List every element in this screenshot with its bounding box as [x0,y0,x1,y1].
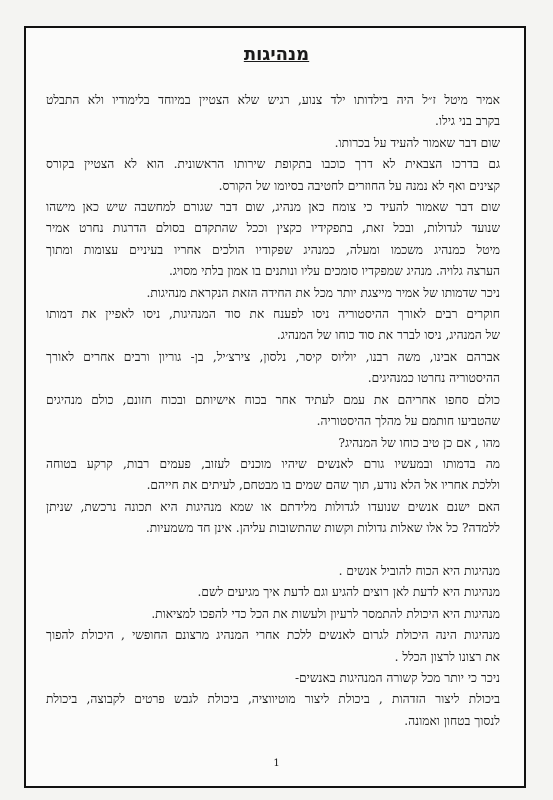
text-line: חוקרים רבים לאורך ההיסטוריה ניסו לפענח את סוד המנהיגות, ניסו לאפיין את דמותו [46,307,500,322]
text-line [46,540,500,561]
text-line: גם בדרכו הצבאית לא דרך כוכבו בתקופת שירותו הראשונית. הוא לא הצטיין בקורס [46,157,500,172]
text-line: האם ישנם אנשים שנועדו לגדולות מלידתם או שמא מנהיגות היא תכונה נרכשת, שניתן [46,499,500,514]
text-line: הערצה גלויה. מנהיג שמפקדיו סומכים עליו ונותנים בו אמון בלתי מסויג. [169,264,500,279]
text-line: כולם סחפו אחריהם את עמם לעתיד אחר בכוח אישיותם ובכוח חזונם, כולם מנהיגים [46,392,500,407]
text-line: מנהיגות היא היכולת להתמסר לרעיון ולעשות את הכל כדי להפכו למציאות. [151,606,500,621]
text-line: מנהיגות היא הכוח להוביל אנשים . [338,563,500,578]
text-line: של המנהיג, ניסו לברר את סוד כוחו של המנהיג. [276,328,500,343]
text-line: מנהיגות הינה היכולת לגרום לאנשים ללכת אחרי המנהיג מרצונם החופשי , היכולת להפוך [46,628,500,643]
page-title: מנהיגות [243,44,310,65]
text-line: מיטל כמנהיג משכמו ומעלה, כמנהיג שפקודיו הולכים אחריו בעיניים עצומות ומתוך [46,242,500,257]
text-line: את רצונו לרצון הכלל . [394,649,500,664]
text-line: קצינים ואף לא נמנה על החוזרים לחטיבה בסיומו של הקורס. [218,178,500,193]
text-line: ניכר כי יותר מכל קשורה המנהיגות באנשים- [294,670,500,685]
text-line: ללמדה? כל אלו שאלות גדולות וקשות שהתשובות עליהן. אינן חד משמעיות. [145,521,500,536]
text-line: מה בדמותו ובמעשיו גורם לאנשים שיהיו מוכנים לעזוב, פעמים רבות, קרקע בטוחה [46,456,500,471]
text-line: ניכר שדמותו של אמיר מייצגת יותר מכל את החידה הזאת הנקראת מנהיגות. [146,285,500,300]
text-line: מהו , אם כן טיב כוחו של המנהיג? [338,435,500,450]
text-line: שנועד לגדולות, ובכל זאת, בתפקידיו כקצין וככל שהתקדם בסולם הדרגות נחרט אמיר [46,221,500,236]
text-line: אברהם אבינו, משה רבנו, יוליוס קיסר, נלסון, צירצ׳יל, בן- גוריון ורבים אחרים לאורך [46,349,500,364]
text-line: שום דבר שאמור להעיד כי צומח כאן מנהיג, שום דבר שגורם למחשבה שיש כאן מישהו [46,200,500,215]
text-line: וללכת אחריו אל הלא נודע, תוך שהם שמים בו מבטחם, לעיתים את חייהם. [146,478,500,493]
text-line: אמיר מיטל ז״ל היה בילדותו ילד צנוע, רגיש שלא הצטיין במיוחד בלימודיו ולא התבלט [46,93,500,107]
text-line: לנסוך בטחון ואמונה. [404,713,500,728]
document-body [46,90,500,732]
text-line: בקרב בני גילו. [435,114,500,129]
text-line: ההיסטוריה נחרטו כמנהיגים. [367,371,500,386]
text-line: שום דבר שאמור להעיד על בכרותו. [334,135,500,150]
page-number: 1 [273,758,280,769]
text-line: שהטביעו חותמם על מהלך ההיסטוריה. [316,414,500,429]
text-line: מנהיגות היא לדעת לאן רוצים להגיע וגם לדעת איך מגיעים לשם. [197,585,500,600]
text-line: ביכולת ליצור הזדהות , ביכולת ליצור מוטיווציה, ביכולת לגבש פרטים לקבוצה, ביכולת [46,692,500,707]
